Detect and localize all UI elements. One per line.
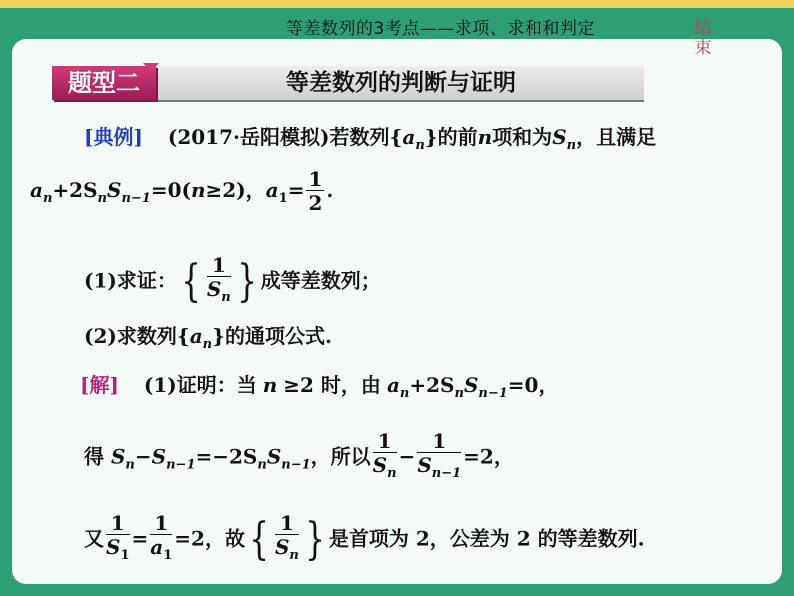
end-button[interactable] xyxy=(688,18,718,58)
symbol-S: S xyxy=(274,535,290,559)
text: = xyxy=(287,178,305,202)
symbol-n: n xyxy=(477,125,493,149)
symbol-n: n xyxy=(190,178,206,202)
text: +2S xyxy=(52,178,98,202)
text: =0， xyxy=(507,373,559,397)
text: − xyxy=(398,444,416,469)
text: = xyxy=(131,526,149,551)
symbol-a: a xyxy=(265,178,279,202)
right-brace: } xyxy=(305,514,325,565)
numerator: 1 xyxy=(308,167,323,191)
text: ，且满足 xyxy=(576,125,657,149)
example-line-2: $a_n+2S_nS_{n-1}=0(n\ge 2)$，$a_1=$ $\frac{1}{2}$ . xyxy=(30,167,334,215)
subscript: n−1 xyxy=(166,457,196,473)
solution-line-2 xyxy=(84,430,514,486)
text: 是首项为 2，公差为 2 的等差数列. xyxy=(328,526,645,551)
text: =0( xyxy=(150,178,191,202)
subscript: n xyxy=(454,386,464,401)
text: }的前 xyxy=(424,125,478,149)
symbol-S: S xyxy=(206,277,222,301)
example-tag: [典例] xyxy=(84,125,143,149)
text: ≥2)， xyxy=(205,178,266,202)
page-title: 等差数列的3考点——求项、求和和判定 xyxy=(286,19,595,39)
text: =2， xyxy=(463,444,514,469)
fraction-1-over-a1 xyxy=(150,512,172,568)
text: =2，故 xyxy=(174,526,245,551)
fraction-1-over-Sn xyxy=(373,430,397,486)
text: 又 xyxy=(84,526,104,551)
text: 若数列{ xyxy=(329,125,403,149)
text: (1)证明：当 xyxy=(143,373,257,397)
subscript: n xyxy=(221,290,231,305)
subscript: n xyxy=(415,138,425,153)
subscript: n−1 xyxy=(281,457,311,473)
text: =−2S xyxy=(195,444,258,469)
fraction-1-over-Sn xyxy=(275,512,299,568)
text: ≥2 时，由 xyxy=(283,373,381,397)
symbol-S: S xyxy=(417,453,432,477)
symbol-a: a xyxy=(402,125,416,149)
section-title: 等差数列的判断与证明 xyxy=(158,66,644,102)
content-panel xyxy=(12,39,782,584)
numerator: 1 xyxy=(275,512,299,535)
subscript: 1 xyxy=(163,548,173,563)
fraction-1-over-Sn-1 xyxy=(417,430,461,486)
text: 项和为 xyxy=(492,125,553,149)
solution-line-3 xyxy=(84,512,645,568)
numerator: 1 xyxy=(150,512,172,535)
fraction-1-over-S1 xyxy=(106,512,130,568)
subscript: 1 xyxy=(120,548,130,563)
left-brace: { xyxy=(249,514,269,565)
question-1 xyxy=(84,254,381,310)
subscript: n xyxy=(125,457,135,473)
solution-tag: [解] xyxy=(80,373,119,397)
subscript: n−1 xyxy=(431,466,462,481)
symbol-a: a xyxy=(150,535,164,559)
subscript: 1 xyxy=(278,191,288,206)
symbol-S: S xyxy=(463,373,479,397)
subscript: n xyxy=(202,337,213,352)
numerator: 1 xyxy=(373,430,397,453)
text: − xyxy=(134,444,152,469)
subscript: n xyxy=(289,548,299,563)
example-source: (2017·岳阳模拟) xyxy=(167,125,330,149)
fraction-1-over-Sn xyxy=(207,254,231,310)
type-corner-decoration xyxy=(143,63,159,72)
subscript: n xyxy=(257,457,267,473)
text: +2S xyxy=(409,373,455,397)
numerator: 1 xyxy=(106,512,130,535)
section-type-label: 题型二 xyxy=(52,66,156,100)
subscript: n xyxy=(387,466,397,481)
subscript: n−1 xyxy=(478,386,508,401)
text: ，所以 xyxy=(310,444,371,469)
symbol-S: S xyxy=(151,444,167,469)
left-brace: { xyxy=(181,256,201,307)
subscript: n xyxy=(399,386,410,401)
question-1-label: (1)求证： xyxy=(84,268,177,293)
fraction-one-half xyxy=(306,168,324,215)
subscript: n xyxy=(42,191,53,206)
symbol-n: n xyxy=(262,373,278,397)
question-2-text: }的通项公式. xyxy=(212,324,332,348)
symbol-S: S xyxy=(372,453,388,477)
question-2 xyxy=(84,323,332,358)
symbol-S: S xyxy=(106,535,121,559)
denominator: 2 xyxy=(308,191,323,215)
numerator: 1 xyxy=(417,430,461,453)
end-button-char-1: 结 xyxy=(694,18,712,38)
question-1-text: 成等差数列； xyxy=(260,268,381,293)
end-button-char-2: 束 xyxy=(694,38,712,58)
symbol-S: S xyxy=(266,444,282,469)
example-line-1 xyxy=(84,124,656,159)
text: 得 xyxy=(84,444,104,469)
symbol-S: S xyxy=(107,178,122,202)
symbol-a: a xyxy=(386,373,400,397)
symbol-a: a xyxy=(189,324,203,348)
right-brace: } xyxy=(236,256,257,307)
symbol-a: a xyxy=(30,178,43,202)
subscript: n−1 xyxy=(121,191,151,206)
question-2-label: (2)求数列{ xyxy=(84,324,190,348)
symbol-S: S xyxy=(110,444,126,469)
numerator: 1 xyxy=(207,254,231,277)
symbol-S: S xyxy=(552,125,567,149)
subscript: n xyxy=(566,138,577,153)
subscript: n xyxy=(97,191,107,206)
solution-line-1 xyxy=(80,372,558,407)
